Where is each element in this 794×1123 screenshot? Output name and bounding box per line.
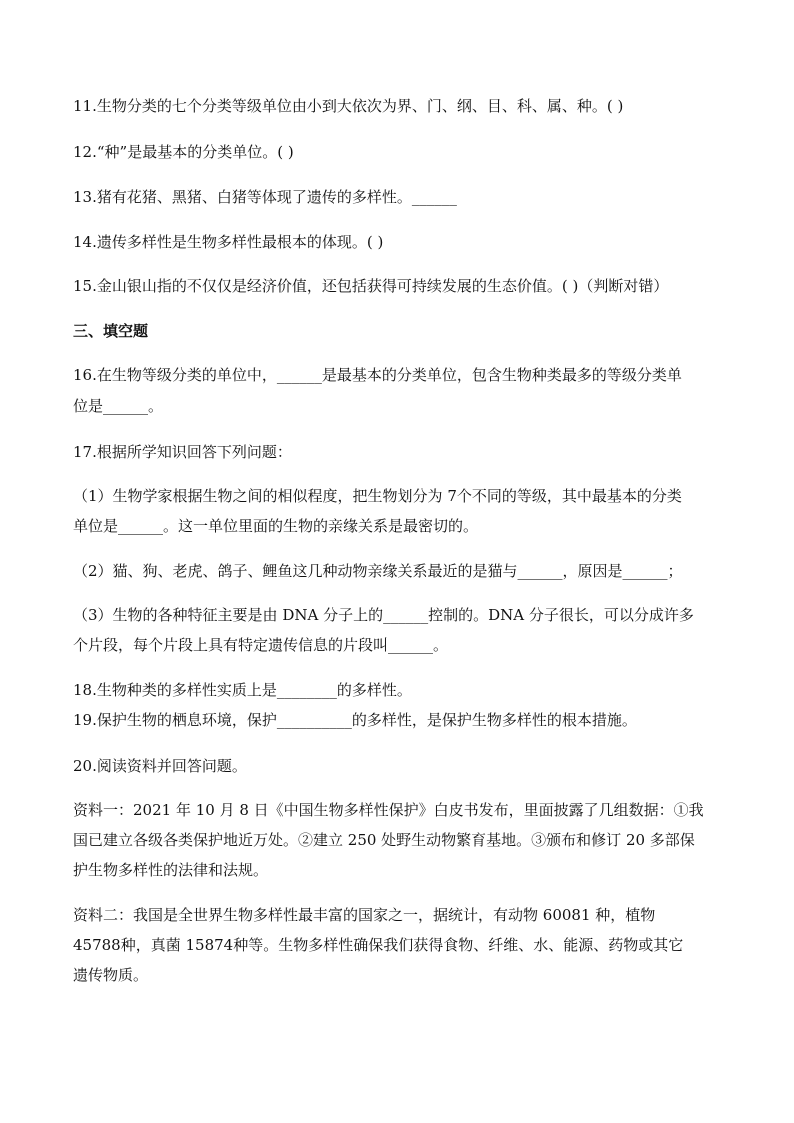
question-12: 12.“种”是最基本的分类单位。( ) <box>73 143 294 161</box>
question-19: 19.保护生物的栖息环境，保护__________的多样性，是保护生物多样性的根本措施。 <box>73 711 637 729</box>
question-13: 13.猪有花猪、黑猪、白猪等体现了遗传的多样性。______ <box>73 188 457 206</box>
question-11: 11.生物分类的七个分类等级单位由小到大依次为界、门、纲、目、科、属、种。( ) <box>73 97 624 115</box>
question-17-part-1-line-1: （1）生物学家根据生物之间的相似程度，把生物划分为 7个不同的等级，其中最基本的分类 <box>73 487 682 505</box>
question-15: 15.金山银山指的不仅仅是经济价值，还包括获得可持续发展的生态价值。( )（判断对错） <box>73 277 669 295</box>
question-17-part-1-line-2: 单位是______。这一单位里面的生物的亲缘关系是最密切的。 <box>73 517 479 535</box>
question-20: 20.阅读资料并回答问题。 <box>73 757 247 775</box>
section-heading-fill-in: 三、填空题 <box>73 322 149 340</box>
material-1-line-1: 资料一：2021 年 10 月 8 日《中国生物多样性保护》白皮书发布，里面披露了几组数据：①我 <box>73 801 704 819</box>
material-2-line-2: 45788种，真菌 15874种等。生物多样性确保我们获得食物、纤维、水、能源、药物或其它 <box>73 936 684 954</box>
question-16-line-2: 位是______。 <box>73 397 164 415</box>
material-1-line-2: 国已建立各级各类保护地近万处。②建立 250 处野生动物繁育基地。③颁布和修订 20 多部保 <box>73 831 695 849</box>
material-2-line-3: 遗传物质。 <box>73 966 149 984</box>
question-16-line-1: 16.在生物等级分类的单位中，______是最基本的分类单位，包含生物种类最多的等级分类单 <box>73 366 682 384</box>
question-14: 14.遗传多样性是生物多样性最根本的体现。( ) <box>73 233 384 251</box>
material-2-line-1: 资料二：我国是全世界生物多样性最丰富的国家之一，据统计，有动物 60081 种，植物 <box>73 906 656 924</box>
question-17-part-2: （2）猫、狗、老虎、鸽子、鲤鱼这几种动物亲缘关系最近的是猫与______，原因是______； <box>73 562 683 580</box>
question-17-part-3-line-2: 个片段，每个片段上具有特定遗传信息的片段叫______。 <box>73 636 449 654</box>
question-18: 18.生物种类的多样性实质上是________的多样性。 <box>73 681 412 699</box>
material-1-line-3: 护生物多样性的法律和法规。 <box>73 861 269 879</box>
question-17-part-3-line-1: （3）生物的各种特征主要是由 DNA 分子上的______控制的。DNA 分子很长，可以分成许多 <box>73 606 694 624</box>
question-17: 17.根据所学知识回答下列问题： <box>73 443 292 461</box>
